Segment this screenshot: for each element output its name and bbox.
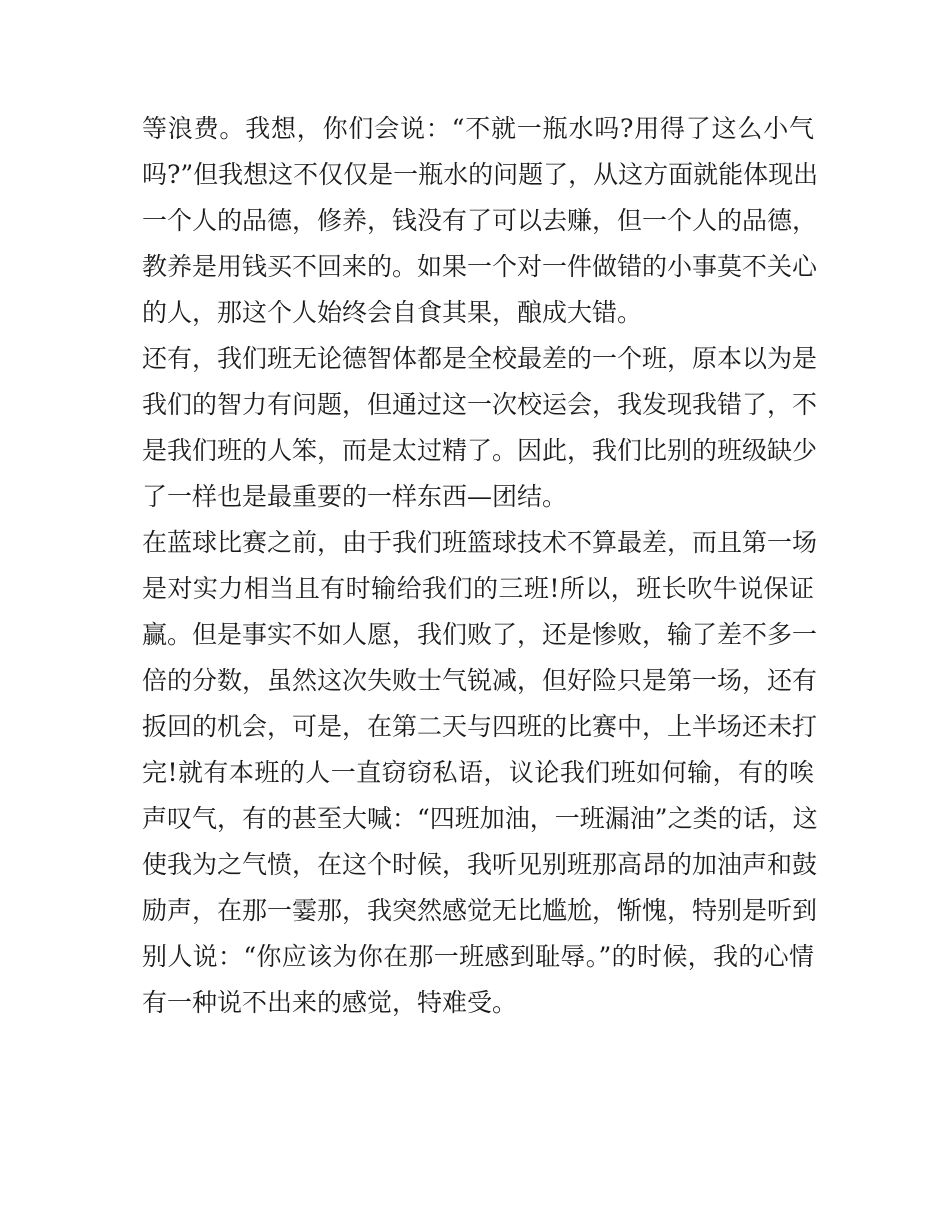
text-line: 声叹气，有的甚至大喊：“四班加油，一班漏油”之类的话，这 xyxy=(142,804,818,833)
text-line: 一个人的品德，修养，钱没有了可以去赚，但一个人的品德， xyxy=(142,206,818,235)
text-line: 是对实力相当且有时输给我们的三班!所以，班长吹牛说保证 xyxy=(142,574,814,603)
text-line: 励声，在那一霎那，我突然感觉无比尴尬，惭愧，特别是听到 xyxy=(142,896,818,925)
text-line: 了一样也是最重要的一样东西—团结。 xyxy=(142,482,568,511)
paragraph-2 xyxy=(142,336,818,520)
text-line: 倍的分数，虽然这次失败士气锐减，但好险只是第一场，还有 xyxy=(142,666,818,695)
paragraph-1 xyxy=(142,106,819,336)
text-line: 扳回的机会，可是，在第二天与四班的比赛中，上半场还未打 xyxy=(142,712,818,741)
text-line: 有一种说不出来的感觉，特难受。 xyxy=(142,988,518,1017)
text-line: 别人说：“你应该为你在那一班感到耻辱。”的时候，我的心情 xyxy=(142,942,814,971)
text-line: 等浪费。我想，你们会说：“不就一瓶水吗?用得了这么小气 xyxy=(142,114,814,143)
text-line: 吗?”但我想这不仅仅是一瓶水的问题了，从这方面就能体现出 xyxy=(142,160,819,189)
text-line: 我们的智力有问题，但通过这一次校运会，我发现我错了，不 xyxy=(142,390,818,419)
text-line: 赢。但是事实不如人愿，我们败了，还是惨败，输了差不多一 xyxy=(142,620,818,649)
text-line: 还有，我们班无论德智体都是全校最差的一个班，原本以为是 xyxy=(142,344,818,373)
body-text xyxy=(142,106,819,1026)
text-line: 的人，那这个人始终会自食其果，酿成大错。 xyxy=(142,298,643,327)
text-line: 是我们班的人笨，而是太过精了。因此，我们比别的班级缺少 xyxy=(142,436,818,465)
text-line: 使我为之气愤，在这个时候，我听见别班那高昂的加油声和鼓 xyxy=(142,850,818,879)
text-line: 完!就有本班的人一直窃窃私语，议论我们班如何输，有的唉 xyxy=(142,758,814,787)
text-line: 在蓝球比赛之前，由于我们班篮球技术不算最差，而且第一场 xyxy=(142,528,818,557)
paragraph-3 xyxy=(142,520,818,1026)
text-line: 教养是用钱买不回来的。如果一个对一件做错的小事莫不关心 xyxy=(142,252,818,281)
